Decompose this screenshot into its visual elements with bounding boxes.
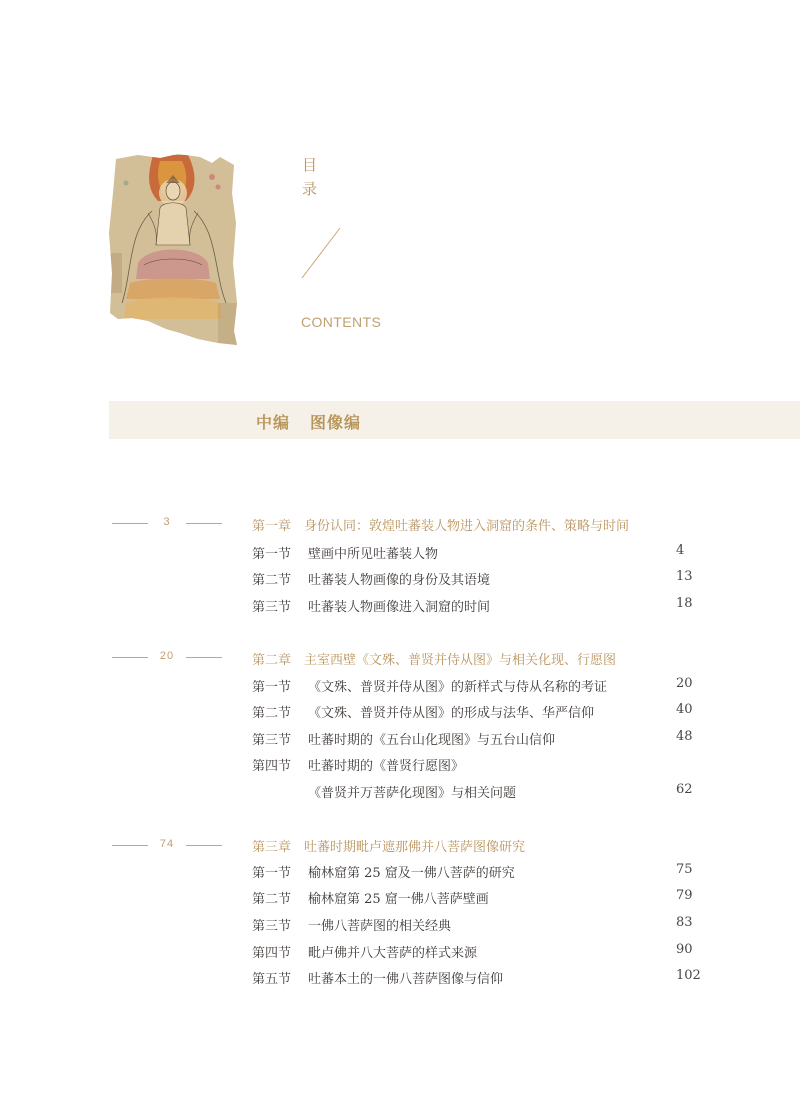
toc-entry[interactable] — [252, 755, 464, 774]
section-page-number: 20 — [676, 676, 693, 691]
section-label: 第二节 — [252, 573, 292, 588]
toc-entry[interactable] — [252, 942, 477, 961]
chapter-page-number: 3 — [163, 516, 171, 528]
section-page-number: 102 — [676, 968, 701, 983]
chapter-title[interactable]: 第二章 主室西壁《文殊、普贤并侍从图》与相关化现、行愿图 — [252, 653, 617, 668]
chapter-page-number: 74 — [159, 838, 175, 850]
section-title-continued[interactable]: 《普贤并万菩萨化现图》与相关问题 — [308, 786, 517, 801]
section-page-number: 18 — [676, 596, 693, 611]
toc-entry[interactable] — [252, 569, 490, 588]
band-name: 图像编 — [310, 413, 362, 432]
section-label: 第一节 — [252, 866, 292, 881]
chapter-title[interactable]: 第三章 吐蕃时期毗卢遮那佛并八菩萨图像研究 — [252, 840, 526, 855]
toc-entry[interactable] — [252, 915, 451, 934]
toc-entry[interactable] — [252, 676, 607, 695]
toc-entry[interactable] — [252, 968, 503, 987]
section-title: 《文殊、普贤并侍从图》的新样式与侍从名称的考证 — [308, 680, 608, 695]
toc-entry[interactable] — [252, 729, 555, 748]
section-band — [109, 401, 800, 439]
section-title: 吐蕃本土的一佛八菩萨图像与信仰 — [308, 972, 504, 987]
section-label: 第三节 — [252, 600, 292, 615]
section-band-title — [256, 410, 361, 433]
section-page-number: 79 — [676, 888, 693, 903]
toc-title-char: 录 — [302, 180, 318, 198]
section-page-number: 75 — [676, 862, 693, 877]
mural-fragment-image — [108, 153, 238, 348]
section-label: 第三节 — [252, 919, 292, 934]
section-title: 吐蕃时期的《普贤行愿图》 — [308, 759, 465, 774]
section-label: 第四节 — [252, 946, 292, 961]
toc-entry[interactable] — [252, 888, 489, 907]
chapter-page-marker — [112, 650, 222, 666]
section-title: 吐蕃装人物画像的身份及其语境 — [308, 573, 491, 588]
slash-ornament — [300, 227, 342, 279]
section-label: 第一节 — [252, 547, 292, 562]
band-part: 中编 — [256, 413, 291, 432]
toc-title-char: 目 — [302, 156, 318, 174]
section-page-number: 13 — [676, 569, 693, 584]
chapter-title[interactable]: 第一章 身份认同：敦煌吐蕃装人物进入洞窟的条件、策略与时间 — [252, 519, 630, 534]
section-page-number: 90 — [676, 942, 693, 957]
toc-entry[interactable] — [252, 596, 490, 615]
section-page-number: 48 — [676, 729, 693, 744]
section-title: 《文殊、普贤并侍从图》的形成与法华、华严信仰 — [308, 706, 595, 721]
chapter-page-marker — [112, 838, 222, 854]
section-page-number: 83 — [676, 915, 693, 930]
section-title: 吐蕃时期的《五台山化现图》与五台山信仰 — [308, 733, 556, 748]
section-page-number: 40 — [676, 702, 693, 717]
chapter-page-marker — [112, 516, 222, 532]
section-label: 第五节 — [252, 972, 292, 987]
toc-entry[interactable] — [252, 702, 594, 721]
toc-entry[interactable] — [252, 543, 438, 562]
section-title: 榆林窟第 25 窟一佛八菩萨壁画 — [308, 892, 489, 907]
section-page-number: 62 — [676, 782, 693, 797]
section-label: 第二节 — [252, 892, 292, 907]
section-label: 第二节 — [252, 706, 292, 721]
section-title: 壁画中所见吐蕃装人物 — [308, 547, 439, 562]
toc-entry[interactable] — [252, 862, 515, 881]
section-label: 第三节 — [252, 733, 292, 748]
section-label: 第四节 — [252, 759, 292, 774]
section-title: 一佛八菩萨图的相关经典 — [308, 919, 452, 934]
contents-label: CONTENTS — [301, 314, 382, 330]
section-page-number: 4 — [676, 543, 685, 558]
chapter-page-number: 20 — [159, 650, 175, 662]
section-title: 榆林窟第 25 窟及一佛八菩萨的研究 — [308, 866, 515, 881]
toc-title — [302, 153, 317, 201]
section-label: 第一节 — [252, 680, 292, 695]
section-title: 毗卢佛并八大菩萨的样式来源 — [308, 946, 478, 961]
section-title: 吐蕃装人物画像进入洞窟的时间 — [308, 600, 491, 615]
